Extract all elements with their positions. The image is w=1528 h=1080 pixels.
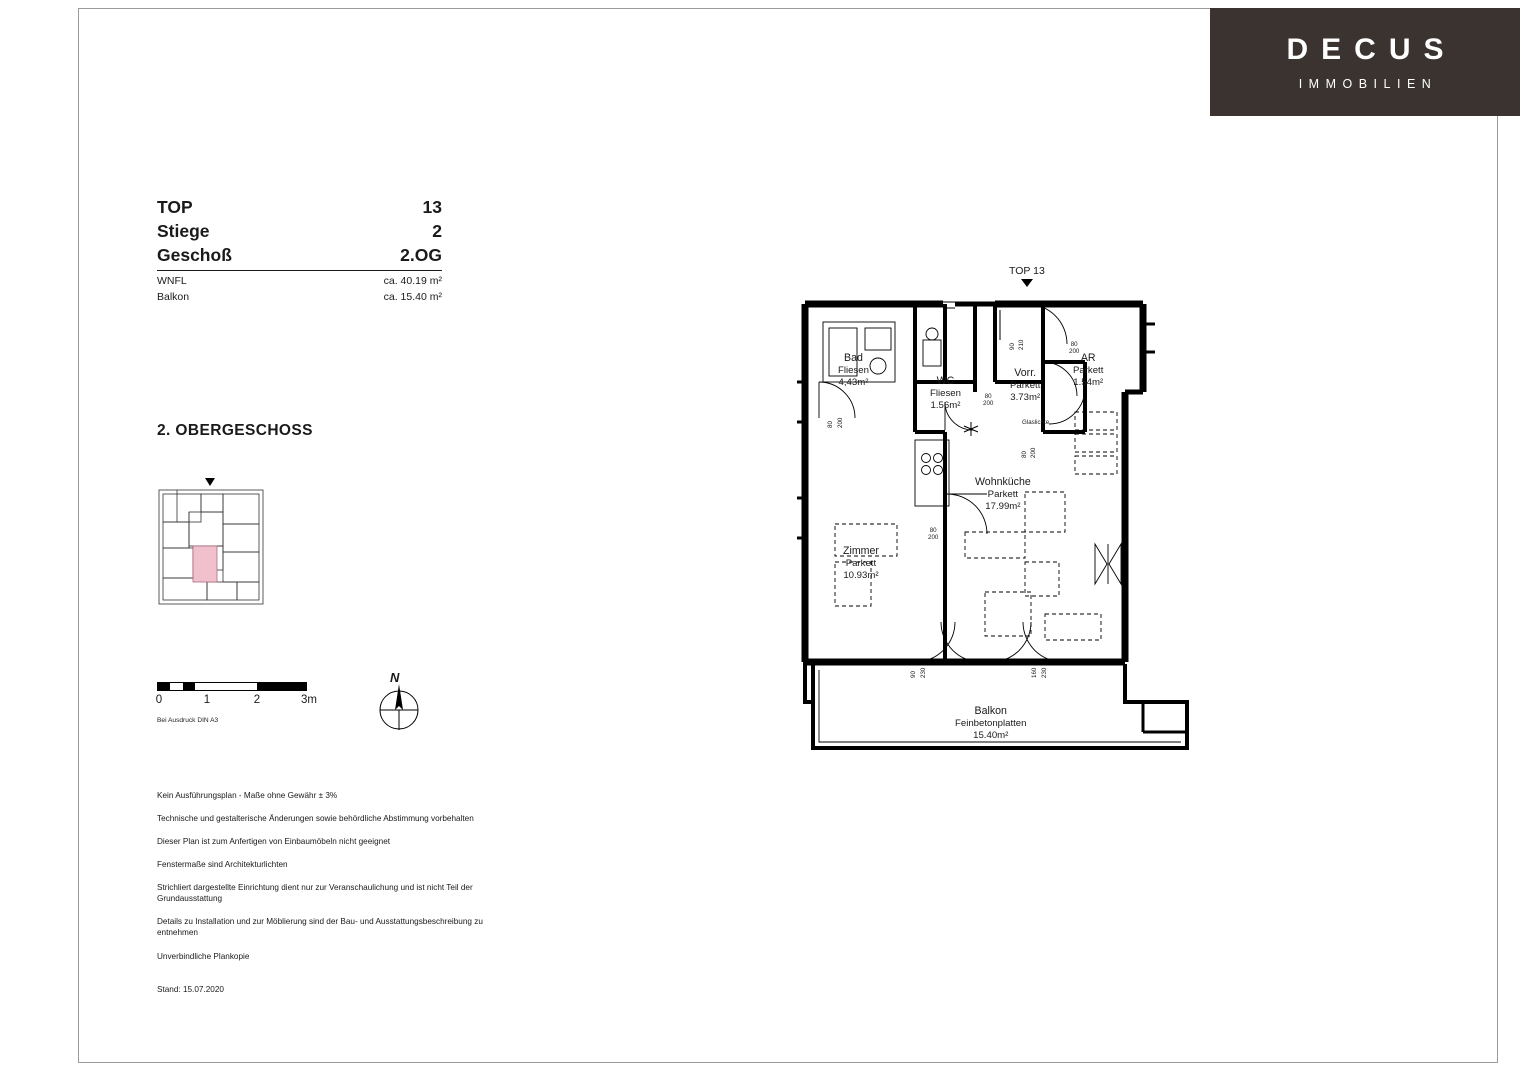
compass-rose (372, 672, 426, 734)
compass-north-label: N (390, 670, 400, 685)
info-label-wnfl: WNFL (157, 275, 187, 288)
brand-name: DECUS (1286, 33, 1457, 66)
door-tag-bad-h: 200 (837, 417, 844, 428)
note-1: Technische und gestalterische Änderungen sowie behördliche Abstimmung vorbehalten (157, 814, 474, 824)
brand-badge (1210, 8, 1520, 116)
info-value-geschoss: 2.OG (400, 245, 442, 266)
note-4: Strichliert dargestellte Einrichtung dient nur zur Veranschaulichung und ist nicht Teil der Grundausstattung (157, 883, 473, 904)
window-tag-2-h: 230 (1041, 667, 1048, 678)
info-row-wnfl (157, 274, 442, 289)
info-value-stiege: 2 (432, 221, 442, 242)
info-value-top: 13 (422, 197, 442, 217)
note-6: Unverbindliche Plankopie (157, 951, 250, 961)
apartment-info-block (157, 195, 442, 305)
scale-print-note: Bei Ausdruck DIN A3 (157, 717, 219, 724)
plan-date: Stand: 15.07.2020 (157, 984, 224, 994)
door-tag-glas-h: 200 (1030, 447, 1037, 458)
door-tag-glas-w: 80 (1021, 451, 1028, 458)
info-value-balkon: ca. 15.40 m² (383, 290, 442, 303)
room-label-ar: AR Parkett 1.54m² (1073, 352, 1104, 389)
door-tag-ar: 80 200 (1069, 341, 1080, 355)
door-tag-bad-w: 80 (827, 421, 834, 428)
scale-bar-graphic (157, 682, 307, 691)
brand-subtitle: IMMOBILIEN (1298, 77, 1438, 91)
info-label-top: TOP (157, 197, 193, 217)
door-tag-wc: 80 200 (983, 393, 994, 407)
room-label-wc: WC Fliesen 1.56m² (930, 375, 961, 412)
scale-tick-0: 0 (155, 694, 163, 706)
window-tag-1-h: 230 (920, 667, 927, 678)
scale-tick-1: 1 (203, 694, 211, 706)
door-tag-vorr-w: 90 (1009, 343, 1016, 350)
door-tag-zimmer: 80 200 (928, 527, 939, 541)
note-2: Dieser Plan ist zum Anfertigen von Einbaumöbeln nicht geeignet (157, 837, 391, 847)
scale-tick-2: 2 (253, 694, 261, 706)
room-label-bad: Bad Fliesen 4,43m² (838, 352, 869, 389)
room-label-vorraum: Vorr. Parkett 3.73m² (1010, 367, 1041, 404)
door-tag-vorr-h: 210 (1018, 339, 1025, 350)
window-tag-2-w: 160 (1031, 667, 1038, 678)
note-5: Details zu Installation und zur Möblierung sind der Bau- und Ausstattungsbeschreibung zu entnehmen (157, 917, 483, 938)
room-label-zimmer: Zimmer Parkett 10.93m² (843, 545, 879, 582)
scale-tick-3: 3m (301, 694, 317, 706)
scale-tick-labels (155, 694, 317, 708)
info-value-wnfl: ca. 40.19 m² (383, 275, 442, 288)
info-divider (157, 270, 442, 271)
note-3: Fenstermaße sind Architekturlichten (157, 860, 288, 870)
info-label-stiege: Stiege (157, 221, 210, 242)
room-label-wohnkueche: Wohnküche Parkett 17.99m² (975, 476, 1031, 513)
info-label-geschoss: Geschoß (157, 245, 232, 266)
info-row-stiege (157, 219, 442, 243)
key-plan (157, 478, 265, 606)
info-row-balkon (157, 290, 442, 305)
legal-notes (157, 790, 487, 1007)
plan-top-label: TOP 13 (1009, 265, 1045, 277)
label-glaslichte: Glaslichte (1022, 419, 1050, 426)
floor-plan-drawing (795, 262, 1215, 772)
floor-title: 2. OBERGESCHOSS (157, 422, 313, 439)
info-row-geschoss (157, 243, 442, 267)
room-label-balkon: Balkon Feinbetonplatten 15.40m² (955, 705, 1027, 742)
scale-bar (155, 682, 317, 724)
note-0: Kein Ausführungsplan - Maße ohne Gewähr ± 3% (157, 791, 338, 800)
info-label-balkon: Balkon (157, 290, 190, 303)
window-tag-1-w: 90 (910, 671, 917, 678)
info-row-top (157, 195, 442, 219)
